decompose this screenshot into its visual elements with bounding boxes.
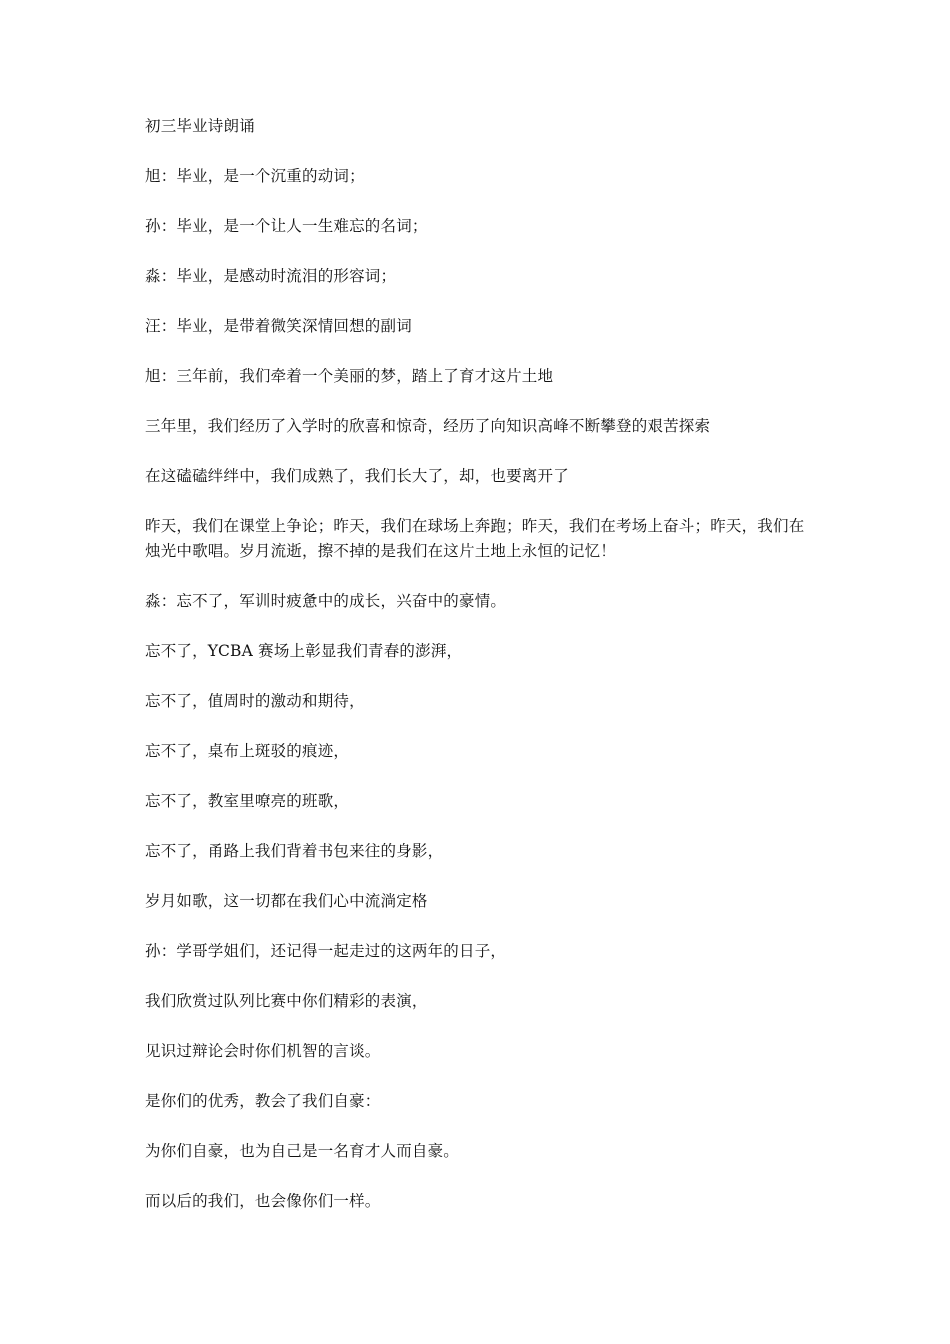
paragraph: 忘不了，甬路上我们背着书包来往的身影， — [145, 842, 444, 860]
paragraph: 是你们的优秀，教会了我们自豪： — [145, 1092, 381, 1110]
paragraph: 忘不了，教室里嘹亮的班歌， — [145, 792, 350, 810]
paragraph: 而以后的我们，也会像你们一样。 — [145, 1192, 381, 1210]
paragraph: 忘不了，桌布上斑驳的痕迹， — [145, 742, 350, 760]
paragraph: 汪：毕业，是带着微笑深情回想的副词 — [145, 317, 412, 335]
document-title: 初三毕业诗朗诵 — [145, 117, 255, 135]
paragraph: 孙：毕业，是一个让人一生难忘的名词； — [145, 217, 428, 235]
paragraph: 淼：忘不了，军训时疲惫中的成长，兴奋中的豪情。 — [145, 592, 507, 610]
paragraph: 我们欣赏过队列比赛中你们精彩的表演， — [145, 992, 428, 1010]
paragraph: 淼：毕业，是感动时流泪的形容词； — [145, 267, 397, 285]
paragraph: 三年里，我们经历了入学时的欣喜和惊奇，经历了向知识高峰不断攀登的艰苦探索 — [145, 417, 711, 435]
paragraph: 孙：学哥学姐们，还记得一起走过的这两年的日子， — [145, 942, 507, 960]
paragraph: 为你们自豪，也为自己是一名育才人而自豪。 — [145, 1142, 460, 1160]
paragraph: 忘不了，值周时的激动和期待， — [145, 692, 365, 710]
paragraph: 旭：毕业，是一个沉重的动词； — [145, 167, 365, 185]
document-body — [145, 114, 810, 1239]
paragraph: 岁月如歌，这一切都在我们心中流淌定格 — [145, 892, 428, 910]
paragraph: 旭：三年前，我们牵着一个美丽的梦，踏上了育才这片土地 — [145, 367, 554, 385]
paragraph: 昨天，我们在课堂上争论；昨天，我们在球场上奔跑；昨天，我们在考场上奋斗；昨天，我们在烛光中歌唱。岁月流逝，擦不掉的是我们在这片土地上永恒的记忆！ — [145, 517, 805, 560]
paragraph: 忘不了，YCBA 赛场上彰显我们青春的澎湃， — [145, 642, 463, 660]
paragraph: 见识过辩论会时你们机智的言谈。 — [145, 1042, 381, 1060]
paragraph: 在这磕磕绊绊中，我们成熟了，我们长大了，却，也要离开了 — [145, 467, 569, 485]
